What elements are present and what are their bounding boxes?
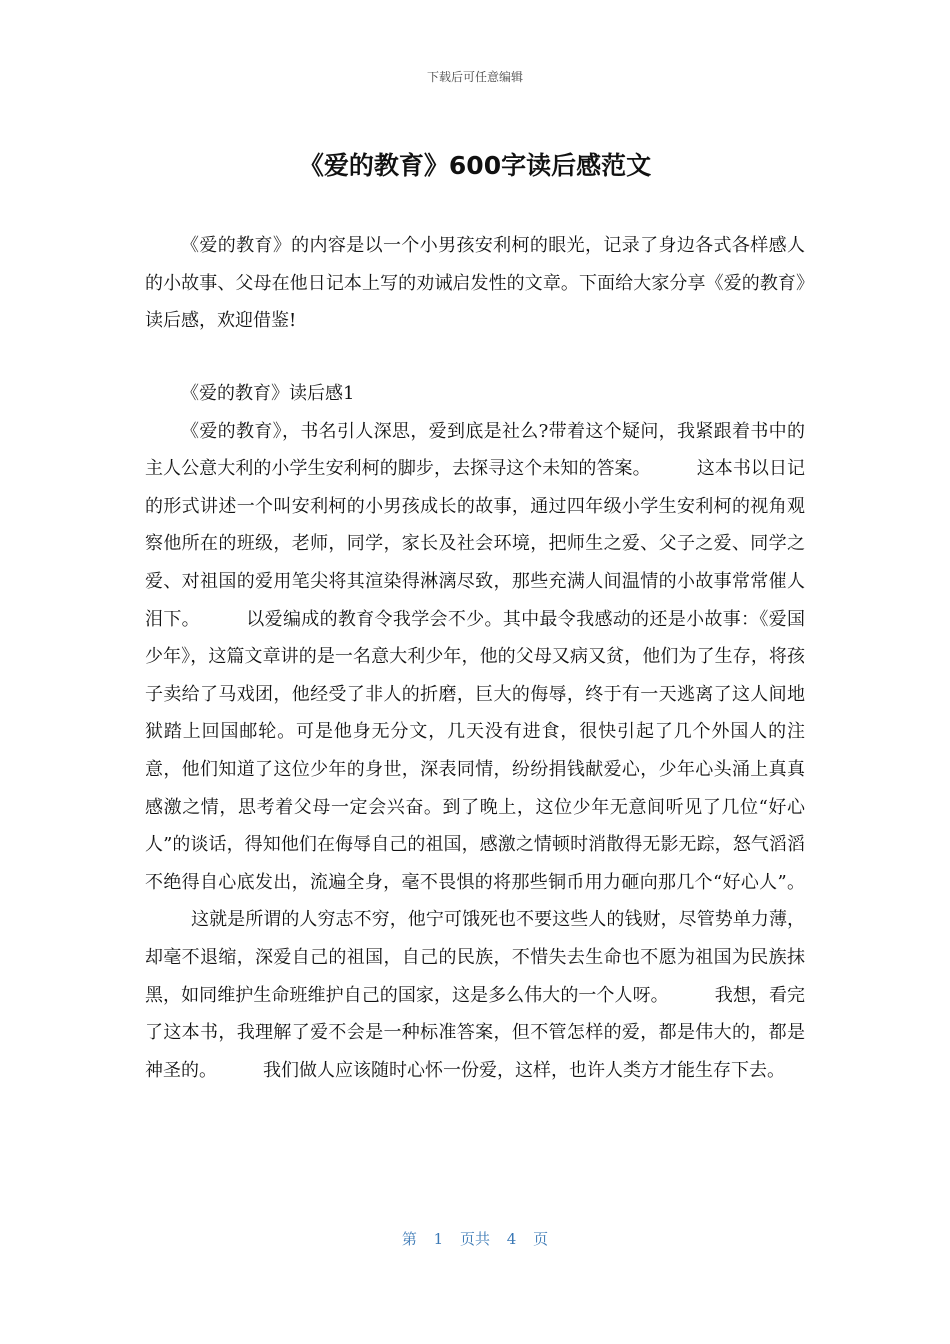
essay-segment: 这就是所谓的人穷志不穷，他宁可饿死也不要这些人的钱财，尽管势单力薄，却毫不退缩，深爱自己的祖国，自己的民族，不惜失去生命也不愿为祖国为民族抹黑，如同维护生命班维护自己的国家，这是多么伟大的一个人呀。 [145, 909, 805, 1006]
essay-paragraph [145, 413, 805, 1090]
essay-segment: 《爱的教育》，书名引人深思，爱到底是社么?带着这个疑问，我紧跟着书中的主人公意大利的小学生安利柯的脚步，去探寻这个未知的答案。 [145, 420, 805, 480]
page-header-note: 下载后可任意编辑 [426, 70, 523, 84]
essay-segment: 我们做人应该随时心怀一份爱，这样，也许人类方才能生存下去。 [263, 1059, 785, 1081]
essay-segment: 以爱编成的教育令我学会不少。其中最令我感动的还是小故事：《爱国少年》，这篇文章讲的是一名意大利少年，他的父母又病又贫，他们为了生存，将孩子卖给了马戏团，他经受了非人的折磨，巨大的侮辱，终于有一天逃离了这人间地狱踏上回国邮轮。可是他身无分文，几天没有进食，很快引起了几个外国人的注意，他们知道了这位少年的身世，深表同情，纷纷捐钱献爱心，少年心头涌上真真感激之情，思考着父母一定会兴奋。到了晚上，这位少年无意间听见了几位“好心人”的谈话，得知他们在侮辱自己的祖国，感激之情顿时消散得无影无踪，怒气滔滔不绝得自心底发出，流遍全身，毫不畏惧的将那些铜币用力砸向那几个“好心人”。 [145, 608, 806, 893]
essay-block [145, 375, 805, 1089]
intro-block [145, 227, 805, 340]
page-number-footer: 第 1 页共 4 页 [401, 1230, 549, 1248]
document-title: 《爱的教育》600字读后感范文 [298, 151, 652, 180]
essay-segment: 这本书以日记的形式讲述一个叫安利柯的小男孩成长的故事，通过四年级小学生安利柯的视角观察他所在的班级，老师，同学，家长及社会环境，把师生之爱、父子之爱、同学之爱、对祖国的爱用笔尖将其渲染得淋漓尽致，那些充满人间温情的小故事常常催人泪下。 [145, 458, 806, 630]
essay-segment: 我想，看完了这本书，我理解了爱不会是一种标准答案，但不管怎样的爱，都是伟大的，都是神圣的。 [145, 984, 805, 1081]
section-heading: 《爱的教育》读后感1 [181, 383, 355, 404]
intro-paragraph: 《爱的教育》的内容是以一个小男孩安利柯的眼光，记录了身边各式各样感人的小故事、父母在他日记本上写的劝诫启发性的文章。下面给大家分享《爱的教育》读后感，欢迎借鉴! [145, 235, 805, 332]
